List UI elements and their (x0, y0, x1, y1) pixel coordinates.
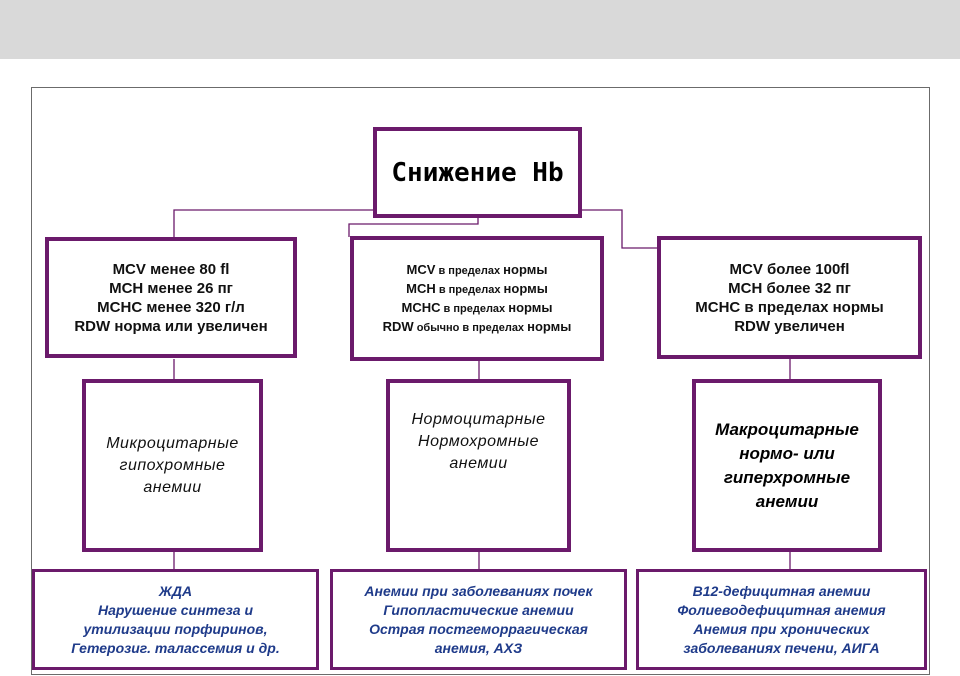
criteria-line: RDW обычно в пределах нормы (382, 318, 572, 334)
example-line: Гипопластические анемии (383, 601, 574, 618)
category-line: гиперхромные (723, 467, 851, 487)
root-label: Снижение Hb (391, 157, 564, 188)
top-banner (0, 0, 960, 59)
criteria-line: MCH менее 26 пг (109, 279, 233, 297)
category-normocytic (386, 379, 571, 552)
category-line: анемии (449, 455, 508, 472)
root-node (373, 127, 582, 218)
example-line: анемия, АХЗ (434, 639, 523, 656)
criteria-line: RDW норма или увеличен (74, 317, 268, 335)
criteria-line: RDW увеличен (734, 317, 845, 335)
criteria-line: MCH в пределах нормы (406, 280, 548, 296)
example-line: В12-дефицитная анемии (692, 582, 871, 599)
example-line: Нарушение синтеза и (97, 601, 253, 618)
category-line: Нормоцитарные (411, 411, 546, 428)
examples-macrocytic (636, 569, 927, 670)
criteria-macrocytic (657, 236, 922, 359)
example-line: утилизации порфиринов, (83, 620, 268, 637)
category-line: Микроцитарные (106, 434, 239, 452)
category-line: анемии (143, 478, 202, 496)
example-line: Анемия при хронических (693, 620, 870, 637)
category-line: гипохромные (119, 456, 226, 474)
category-microcytic (82, 379, 263, 552)
example-line: Фолиеводефицитная анемия (677, 601, 886, 618)
examples-normocytic (330, 569, 627, 670)
category-macrocytic (692, 379, 882, 552)
criteria-line: MCV в пределах нормы (406, 261, 548, 277)
criteria-line: MCV более 100fl (729, 260, 850, 278)
criteria-line: MCHC менее 320 г/л (97, 298, 245, 316)
criteria-line: MCHC в пределах нормы (401, 299, 553, 315)
category-line: анемии (755, 491, 819, 511)
criteria-line: MCH более 32 пг (728, 279, 851, 297)
example-line: ЖДА (158, 582, 193, 599)
criteria-normocytic (350, 236, 604, 361)
category-line: нормо- или (739, 443, 835, 463)
example-line: заболеваниях печени, АИГА (683, 639, 880, 656)
criteria-line: MCV менее 80 fl (112, 260, 230, 278)
category-line: Макроцитарные (715, 419, 859, 439)
example-line: Анемии при заболеваниях почек (364, 582, 593, 599)
criteria-line: MCHC в пределах нормы (695, 298, 884, 316)
example-line: Гетерозиг. талассемия и др. (71, 639, 280, 656)
criteria-microcytic (45, 237, 297, 358)
category-line: Нормохромные (418, 433, 539, 450)
examples-microcytic (32, 569, 319, 670)
example-line: Острая постгеморрагическая (369, 620, 588, 637)
